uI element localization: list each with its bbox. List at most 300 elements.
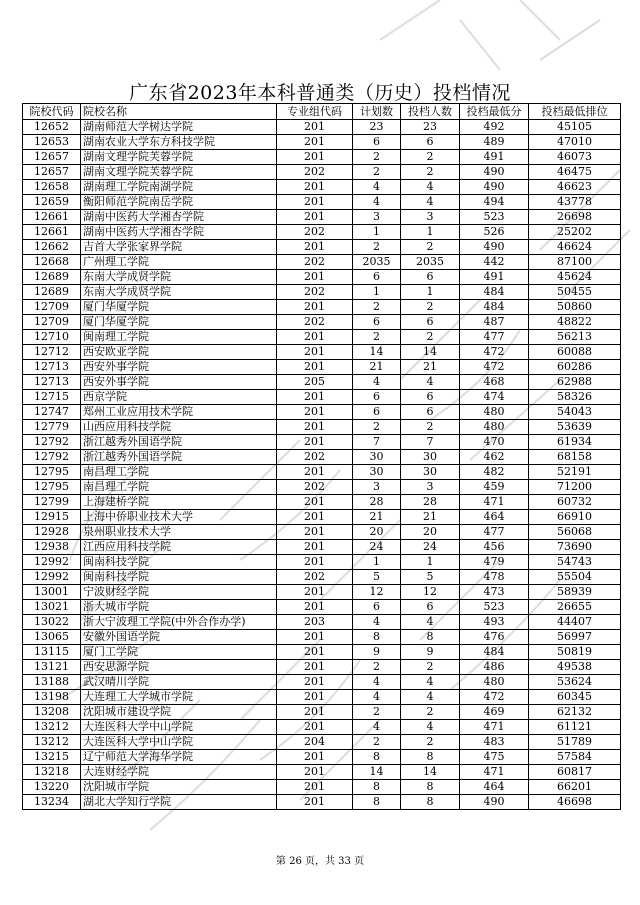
cell-school-code: 12795: [23, 465, 81, 480]
cell-min-rank: 48822: [529, 315, 621, 330]
table-row: [23, 630, 621, 645]
cell-plan: 1: [353, 555, 401, 570]
col-header-admitted: 投档人数: [401, 104, 460, 120]
cell-plan: 12: [353, 585, 401, 600]
cell-group-code: 201: [277, 765, 353, 780]
table-header-row: [23, 104, 621, 120]
cell-min-rank: 58326: [529, 390, 621, 405]
cell-group-code: 202: [277, 480, 353, 495]
table-row: [23, 150, 621, 165]
cell-school-name: 西安外事学院: [81, 360, 277, 375]
col-header-min-rank: 投档最低排位: [529, 104, 621, 120]
cell-min-rank: 47010: [529, 135, 621, 150]
cell-school-name: 东南大学成贤学院: [81, 285, 277, 300]
cell-plan: 30: [353, 450, 401, 465]
table-row: [23, 690, 621, 705]
table-row: [23, 390, 621, 405]
table-row: [23, 480, 621, 495]
cell-plan: 21: [353, 360, 401, 375]
cell-school-name: 西安欧亚学院: [81, 345, 277, 360]
table-row: [23, 330, 621, 345]
cell-school-code: 13220: [23, 780, 81, 795]
cell-min-score: 471: [460, 720, 529, 735]
cell-min-rank: 55504: [529, 570, 621, 585]
cell-school-name: 大连医科大学中山学院: [81, 720, 277, 735]
cell-min-score: 490: [460, 165, 529, 180]
cell-group-code: 202: [277, 225, 353, 240]
cell-school-name: 山西应用科技学院: [81, 420, 277, 435]
cell-group-code: 201: [277, 390, 353, 405]
table-row: [23, 750, 621, 765]
cell-min-rank: 73690: [529, 540, 621, 555]
cell-min-score: 472: [460, 360, 529, 375]
cell-school-code: 12661: [23, 210, 81, 225]
cell-min-score: 464: [460, 510, 529, 525]
cell-min-rank: 51789: [529, 735, 621, 750]
cell-min-rank: 45105: [529, 120, 621, 135]
cell-admitted: 2: [401, 735, 460, 750]
cell-plan: 6: [353, 135, 401, 150]
cell-min-score: 479: [460, 555, 529, 570]
cell-group-code: 204: [277, 735, 353, 750]
cell-plan: 1: [353, 225, 401, 240]
cell-school-code: 12715: [23, 390, 81, 405]
table-row: [23, 345, 621, 360]
cell-plan: 2: [353, 330, 401, 345]
cell-school-code: 13021: [23, 600, 81, 615]
cell-group-code: 201: [277, 705, 353, 720]
cell-min-rank: 58939: [529, 585, 621, 600]
cell-admitted: 2: [401, 420, 460, 435]
cell-min-score: 490: [460, 180, 529, 195]
cell-school-code: 12689: [23, 285, 81, 300]
cell-admitted: 1: [401, 555, 460, 570]
cell-school-name: 浙大宁波理工学院(中外合作办学): [81, 615, 277, 630]
cell-plan: 9: [353, 645, 401, 660]
cell-min-rank: 66201: [529, 780, 621, 795]
cell-plan: 6: [353, 315, 401, 330]
cell-min-score: 484: [460, 645, 529, 660]
cell-plan: 2: [353, 240, 401, 255]
cell-school-name: 西安外事学院: [81, 375, 277, 390]
cell-admitted: 7: [401, 435, 460, 450]
cell-group-code: 201: [277, 405, 353, 420]
table-row: [23, 270, 621, 285]
cell-min-score: 471: [460, 495, 529, 510]
cell-min-score: 490: [460, 795, 529, 810]
cell-group-code: 201: [277, 465, 353, 480]
page-title: 广东省2023年本科普通类（历史）投档情况: [129, 82, 511, 104]
cell-admitted: 1: [401, 225, 460, 240]
table-row: [23, 735, 621, 750]
cell-min-rank: 50455: [529, 285, 621, 300]
cell-plan: 7: [353, 435, 401, 450]
cell-admitted: 4: [401, 180, 460, 195]
cell-min-rank: 56997: [529, 630, 621, 645]
cell-school-code: 12710: [23, 330, 81, 345]
table-row: [23, 510, 621, 525]
cell-min-score: 491: [460, 270, 529, 285]
table-row: [23, 405, 621, 420]
cell-min-score: 492: [460, 120, 529, 135]
cell-school-name: 武汉晴川学院: [81, 675, 277, 690]
cell-plan: 24: [353, 540, 401, 555]
table-row: [23, 285, 621, 300]
cell-school-code: 12658: [23, 180, 81, 195]
cell-admitted: 4: [401, 615, 460, 630]
cell-min-rank: 54043: [529, 405, 621, 420]
table-row: [23, 795, 621, 810]
cell-school-code: 13198: [23, 690, 81, 705]
cell-group-code: 201: [277, 495, 353, 510]
cell-min-score: 472: [460, 345, 529, 360]
table-row: [23, 765, 621, 780]
cell-admitted: 21: [401, 360, 460, 375]
cell-admitted: 4: [401, 690, 460, 705]
cell-plan: 14: [353, 765, 401, 780]
cell-school-code: 13022: [23, 615, 81, 630]
cell-group-code: 201: [277, 270, 353, 285]
cell-plan: 4: [353, 720, 401, 735]
cell-school-code: 12792: [23, 435, 81, 450]
cell-group-code: 201: [277, 795, 353, 810]
cell-school-code: 13121: [23, 660, 81, 675]
cell-min-rank: 62132: [529, 705, 621, 720]
cell-group-code: 201: [277, 510, 353, 525]
cell-school-name: 厦门华厦学院: [81, 300, 277, 315]
cell-plan: 21: [353, 510, 401, 525]
cell-min-rank: 46475: [529, 165, 621, 180]
cell-plan: 8: [353, 795, 401, 810]
cell-plan: 2: [353, 735, 401, 750]
cell-school-name: 南昌理工学院: [81, 465, 277, 480]
cell-min-rank: 52191: [529, 465, 621, 480]
cell-min-rank: 44407: [529, 615, 621, 630]
table-row: [23, 600, 621, 615]
cell-min-rank: 50860: [529, 300, 621, 315]
cell-min-score: 523: [460, 210, 529, 225]
cell-admitted: 30: [401, 450, 460, 465]
cell-school-name: 广州理工学院: [81, 255, 277, 270]
cell-school-code: 12709: [23, 300, 81, 315]
cell-plan: 4: [353, 195, 401, 210]
cell-school-name: 闽南理工学院: [81, 330, 277, 345]
cell-min-rank: 54743: [529, 555, 621, 570]
cell-school-name: 江西应用科技学院: [81, 540, 277, 555]
cell-group-code: 201: [277, 240, 353, 255]
cell-admitted: 6: [401, 600, 460, 615]
cell-min-score: 480: [460, 420, 529, 435]
cell-school-name: 厦门工学院: [81, 645, 277, 660]
cell-group-code: 201: [277, 540, 353, 555]
cell-admitted: 8: [401, 795, 460, 810]
cell-min-rank: 46623: [529, 180, 621, 195]
cell-min-score: 477: [460, 525, 529, 540]
cell-min-score: 472: [460, 690, 529, 705]
cell-school-code: 12653: [23, 135, 81, 150]
cell-admitted: 2: [401, 330, 460, 345]
cell-min-rank: 46073: [529, 150, 621, 165]
cell-min-score: 480: [460, 675, 529, 690]
table-row: [23, 315, 621, 330]
cell-group-code: 201: [277, 690, 353, 705]
cell-school-name: 湖南中医药大学湘杏学院: [81, 225, 277, 240]
cell-group-code: 201: [277, 645, 353, 660]
cell-group-code: 201: [277, 300, 353, 315]
cell-plan: 14: [353, 345, 401, 360]
cell-school-name: 闽南科技学院: [81, 570, 277, 585]
cell-group-code: 201: [277, 555, 353, 570]
cell-min-score: 526: [460, 225, 529, 240]
cell-min-rank: 60286: [529, 360, 621, 375]
cell-plan: 2035: [353, 255, 401, 270]
cell-admitted: 8: [401, 630, 460, 645]
table-row: [23, 180, 621, 195]
cell-school-code: 13234: [23, 795, 81, 810]
cell-school-name: 浙江越秀外国语学院: [81, 435, 277, 450]
col-header-school-name: 院校名称: [81, 104, 277, 120]
cell-plan: 3: [353, 210, 401, 225]
cell-school-code: 12713: [23, 375, 81, 390]
cell-school-name: 东南大学成贤学院: [81, 270, 277, 285]
cell-group-code: 201: [277, 675, 353, 690]
cell-school-code: 12915: [23, 510, 81, 525]
cell-min-score: 480: [460, 405, 529, 420]
cell-admitted: 2: [401, 240, 460, 255]
cell-min-score: 493: [460, 615, 529, 630]
col-header-group-code: 专业组代码: [277, 104, 353, 120]
table-row: [23, 660, 621, 675]
cell-admitted: 4: [401, 195, 460, 210]
cell-min-score: 475: [460, 750, 529, 765]
cell-min-score: 473: [460, 585, 529, 600]
cell-min-score: 490: [460, 240, 529, 255]
cell-plan: 4: [353, 615, 401, 630]
cell-plan: 8: [353, 780, 401, 795]
cell-admitted: 21: [401, 510, 460, 525]
cell-min-score: 491: [460, 150, 529, 165]
cell-school-name: 湖南师范大学树达学院: [81, 120, 277, 135]
cell-school-code: 12689: [23, 270, 81, 285]
cell-group-code: 201: [277, 150, 353, 165]
cell-plan: 1: [353, 285, 401, 300]
cell-min-score: 462: [460, 450, 529, 465]
table-row: [23, 525, 621, 540]
table-row: [23, 645, 621, 660]
table-row: [23, 240, 621, 255]
table-row: [23, 720, 621, 735]
table-body: [23, 120, 621, 810]
cell-group-code: 201: [277, 210, 353, 225]
cell-min-rank: 50819: [529, 645, 621, 660]
cell-min-rank: 60345: [529, 690, 621, 705]
cell-school-code: 13208: [23, 705, 81, 720]
cell-min-rank: 62988: [529, 375, 621, 390]
cell-admitted: 9: [401, 645, 460, 660]
col-header-min-score: 投档最低分: [460, 104, 529, 120]
cell-admitted: 6: [401, 135, 460, 150]
cell-school-code: 12779: [23, 420, 81, 435]
cell-admitted: 3: [401, 480, 460, 495]
cell-school-code: 12652: [23, 120, 81, 135]
cell-min-rank: 25202: [529, 225, 621, 240]
cell-min-rank: 56213: [529, 330, 621, 345]
cell-school-name: 大连财经学院: [81, 765, 277, 780]
cell-school-code: 12657: [23, 150, 81, 165]
cell-plan: 5: [353, 570, 401, 585]
cell-school-name: 宁波财经学院: [81, 585, 277, 600]
cell-min-rank: 56068: [529, 525, 621, 540]
col-header-school-code: 院校代码: [23, 104, 81, 120]
cell-school-name: 上海中侨职业技术大学: [81, 510, 277, 525]
cell-plan: 4: [353, 375, 401, 390]
cell-min-score: 478: [460, 570, 529, 585]
cell-min-rank: 66910: [529, 510, 621, 525]
cell-min-rank: 46624: [529, 240, 621, 255]
cell-plan: 2: [353, 150, 401, 165]
table-row: [23, 360, 621, 375]
table-row: [23, 375, 621, 390]
cell-school-name: 湖南理工学院南湖学院: [81, 180, 277, 195]
cell-admitted: 12: [401, 585, 460, 600]
col-header-plan: 计划数: [353, 104, 401, 120]
cell-admitted: 8: [401, 750, 460, 765]
cell-group-code: 202: [277, 450, 353, 465]
cell-school-code: 12657: [23, 165, 81, 180]
cell-min-score: 456: [460, 540, 529, 555]
cell-school-name: 浙大城市学院: [81, 600, 277, 615]
table-row: [23, 210, 621, 225]
table-row: [23, 135, 621, 150]
cell-min-score: 474: [460, 390, 529, 405]
cell-plan: 4: [353, 690, 401, 705]
cell-school-name: 大连医科大学中山学院: [81, 735, 277, 750]
cell-school-code: 12713: [23, 360, 81, 375]
cell-group-code: 201: [277, 120, 353, 135]
cell-admitted: 3: [401, 210, 460, 225]
table-row: [23, 165, 621, 180]
cell-admitted: 20: [401, 525, 460, 540]
cell-school-code: 12709: [23, 315, 81, 330]
cell-school-name: 安徽外国语学院: [81, 630, 277, 645]
cell-plan: 2: [353, 420, 401, 435]
cell-group-code: 201: [277, 630, 353, 645]
cell-school-name: 沈阳城市学院: [81, 780, 277, 795]
cell-min-score: 494: [460, 195, 529, 210]
cell-plan: 2: [353, 705, 401, 720]
cell-admitted: 6: [401, 390, 460, 405]
table-row: [23, 705, 621, 720]
cell-min-rank: 43778: [529, 195, 621, 210]
table-row: [23, 495, 621, 510]
cell-school-name: 衡阳师范学院南岳学院: [81, 195, 277, 210]
cell-admitted: 28: [401, 495, 460, 510]
table-row: [23, 465, 621, 480]
cell-min-score: 523: [460, 600, 529, 615]
cell-group-code: 202: [277, 165, 353, 180]
cell-group-code: 201: [277, 660, 353, 675]
cell-min-rank: 61121: [529, 720, 621, 735]
cell-group-code: 202: [277, 570, 353, 585]
table-row: [23, 615, 621, 630]
cell-school-code: 13212: [23, 735, 81, 750]
cell-min-rank: 61934: [529, 435, 621, 450]
cell-school-name: 沈阳城市建设学院: [81, 705, 277, 720]
cell-plan: 8: [353, 630, 401, 645]
cell-admitted: 4: [401, 720, 460, 735]
cell-school-name: 湖南文理学院芙蓉学院: [81, 150, 277, 165]
cell-school-code: 12668: [23, 255, 81, 270]
cell-school-name: 西京学院: [81, 390, 277, 405]
cell-min-rank: 49538: [529, 660, 621, 675]
cell-school-code: 12712: [23, 345, 81, 360]
cell-group-code: 201: [277, 720, 353, 735]
cell-school-code: 12992: [23, 570, 81, 585]
cell-plan: 2: [353, 300, 401, 315]
cell-group-code: 201: [277, 600, 353, 615]
cell-admitted: 30: [401, 465, 460, 480]
cell-plan: 23: [353, 120, 401, 135]
table-row: [23, 540, 621, 555]
cell-group-code: 201: [277, 750, 353, 765]
cell-school-name: 湖南文理学院芙蓉学院: [81, 165, 277, 180]
cell-group-code: 201: [277, 345, 353, 360]
cell-admitted: 1: [401, 285, 460, 300]
cell-school-code: 12795: [23, 480, 81, 495]
cell-group-code: 201: [277, 525, 353, 540]
cell-admitted: 2: [401, 705, 460, 720]
cell-admitted: 2035: [401, 255, 460, 270]
cell-admitted: 6: [401, 270, 460, 285]
cell-min-rank: 26698: [529, 210, 621, 225]
cell-min-score: 487: [460, 315, 529, 330]
cell-min-score: 477: [460, 330, 529, 345]
cell-min-score: 468: [460, 375, 529, 390]
cell-min-rank: 57584: [529, 750, 621, 765]
cell-school-name: 厦门华厦学院: [81, 315, 277, 330]
cell-admitted: 4: [401, 675, 460, 690]
table-row: [23, 585, 621, 600]
cell-school-code: 13212: [23, 720, 81, 735]
cell-plan: 6: [353, 405, 401, 420]
admission-table: [22, 103, 621, 810]
cell-min-score: 482: [460, 465, 529, 480]
cell-group-code: 201: [277, 360, 353, 375]
cell-admitted: 14: [401, 345, 460, 360]
table-row: [23, 435, 621, 450]
cell-group-code: 201: [277, 135, 353, 150]
cell-min-score: 459: [460, 480, 529, 495]
cell-school-name: 浙江越秀外国语学院: [81, 450, 277, 465]
table-row: [23, 675, 621, 690]
cell-group-code: 202: [277, 255, 353, 270]
cell-group-code: 201: [277, 195, 353, 210]
cell-group-code: 201: [277, 585, 353, 600]
table-row: [23, 300, 621, 315]
cell-plan: 20: [353, 525, 401, 540]
cell-min-rank: 60088: [529, 345, 621, 360]
cell-admitted: 14: [401, 765, 460, 780]
cell-plan: 6: [353, 270, 401, 285]
cell-school-code: 12792: [23, 450, 81, 465]
cell-min-rank: 60817: [529, 765, 621, 780]
cell-school-name: 上海建桥学院: [81, 495, 277, 510]
cell-plan: 4: [353, 180, 401, 195]
cell-min-rank: 53639: [529, 420, 621, 435]
table-row: [23, 225, 621, 240]
cell-school-name: 闽南科技学院: [81, 555, 277, 570]
table-row: [23, 120, 621, 135]
